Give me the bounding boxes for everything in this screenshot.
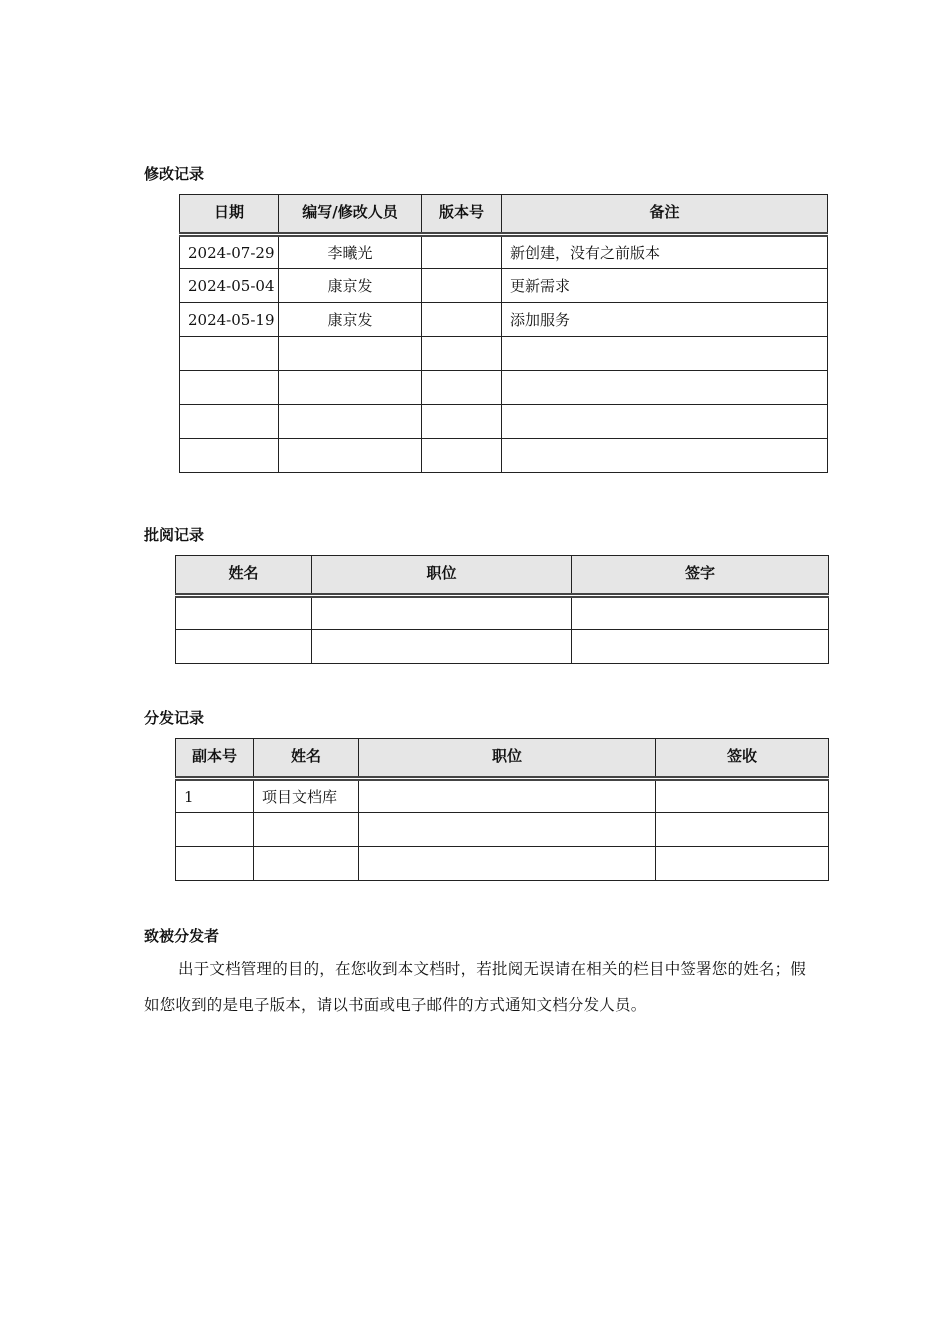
table-row bbox=[180, 439, 828, 473]
distribution-receipt bbox=[656, 847, 829, 881]
review-section-title: 批阅记录 bbox=[144, 526, 205, 544]
revision-remark bbox=[502, 405, 828, 439]
revision-version bbox=[422, 371, 502, 405]
revision-date bbox=[180, 337, 279, 371]
distribution-section-title: 分发记录 bbox=[144, 709, 205, 727]
review-position bbox=[312, 596, 572, 630]
table-row bbox=[180, 405, 828, 439]
revision-author: 康京发 bbox=[279, 269, 422, 303]
distribution-position bbox=[359, 779, 656, 813]
distribution-copy-no bbox=[176, 847, 254, 881]
revision-date: 2024-07-29 bbox=[180, 235, 279, 269]
distribution-header-position: 职位 bbox=[359, 739, 656, 779]
revision-author bbox=[279, 439, 422, 473]
revision-remark: 更新需求 bbox=[502, 269, 828, 303]
distribution-header-receipt: 签收 bbox=[656, 739, 829, 779]
review-signature bbox=[572, 596, 829, 630]
distribution-header-copy-no: 副本号 bbox=[176, 739, 254, 779]
review-header-position: 职位 bbox=[312, 556, 572, 596]
revision-version bbox=[422, 405, 502, 439]
distribution-position bbox=[359, 813, 656, 847]
review-table bbox=[175, 555, 829, 664]
notice-section-title: 致被分发者 bbox=[144, 927, 220, 945]
distribution-name: 项目文档库 bbox=[254, 779, 359, 813]
revision-remark bbox=[502, 337, 828, 371]
distribution-header-name: 姓名 bbox=[254, 739, 359, 779]
table-row bbox=[176, 779, 829, 813]
revision-author bbox=[279, 405, 422, 439]
distribution-table bbox=[175, 738, 829, 881]
distribution-copy-no: 1 bbox=[176, 779, 254, 813]
revision-version bbox=[422, 269, 502, 303]
review-name bbox=[176, 596, 312, 630]
distribution-receipt bbox=[656, 813, 829, 847]
revision-version bbox=[422, 337, 502, 371]
revision-remark bbox=[502, 371, 828, 405]
table-row bbox=[180, 235, 828, 269]
table-row bbox=[176, 813, 829, 847]
revision-date bbox=[180, 371, 279, 405]
revision-author bbox=[279, 337, 422, 371]
revision-remark: 添加服务 bbox=[502, 303, 828, 337]
review-position bbox=[312, 630, 572, 664]
notice-paragraph: 出于文档管理的目的，在您收到本文档时，若批阅无误请在相关的栏目中签署您的姓名；假如您收到的是电子版本，请以书面或电子邮件的方式通知文档分发人员。 bbox=[144, 960, 807, 1014]
revision-header-date: 日期 bbox=[180, 195, 279, 235]
table-row bbox=[176, 596, 829, 630]
table-row bbox=[176, 630, 829, 664]
revision-author: 康京发 bbox=[279, 303, 422, 337]
table-row bbox=[176, 847, 829, 881]
review-header-signature: 签字 bbox=[572, 556, 829, 596]
distribution-copy-no bbox=[176, 813, 254, 847]
revision-header-author: 编写/修改人员 bbox=[279, 195, 422, 235]
revision-version bbox=[422, 439, 502, 473]
revision-date: 2024-05-19 bbox=[180, 303, 279, 337]
table-row bbox=[180, 371, 828, 405]
revision-remark: 新创建，没有之前版本 bbox=[502, 235, 828, 269]
revision-version bbox=[422, 235, 502, 269]
revision-remark bbox=[502, 439, 828, 473]
revision-header-version: 版本号 bbox=[422, 195, 502, 235]
review-header-name: 姓名 bbox=[176, 556, 312, 596]
revision-header-row bbox=[180, 195, 828, 235]
distribution-name bbox=[254, 813, 359, 847]
revision-author bbox=[279, 371, 422, 405]
revision-version bbox=[422, 303, 502, 337]
table-row bbox=[180, 269, 828, 303]
distribution-name bbox=[254, 847, 359, 881]
distribution-position bbox=[359, 847, 656, 881]
revision-header-remark: 备注 bbox=[502, 195, 828, 235]
table-row bbox=[180, 303, 828, 337]
revision-date: 2024-05-04 bbox=[180, 269, 279, 303]
revision-date bbox=[180, 405, 279, 439]
review-name bbox=[176, 630, 312, 664]
distribution-header-row bbox=[176, 739, 829, 779]
review-header-row bbox=[176, 556, 829, 596]
review-signature bbox=[572, 630, 829, 664]
revision-table bbox=[179, 194, 828, 473]
revision-date bbox=[180, 439, 279, 473]
revision-author: 李曦光 bbox=[279, 235, 422, 269]
distribution-receipt bbox=[656, 779, 829, 813]
revision-section-title: 修改记录 bbox=[144, 165, 205, 183]
table-row bbox=[180, 337, 828, 371]
